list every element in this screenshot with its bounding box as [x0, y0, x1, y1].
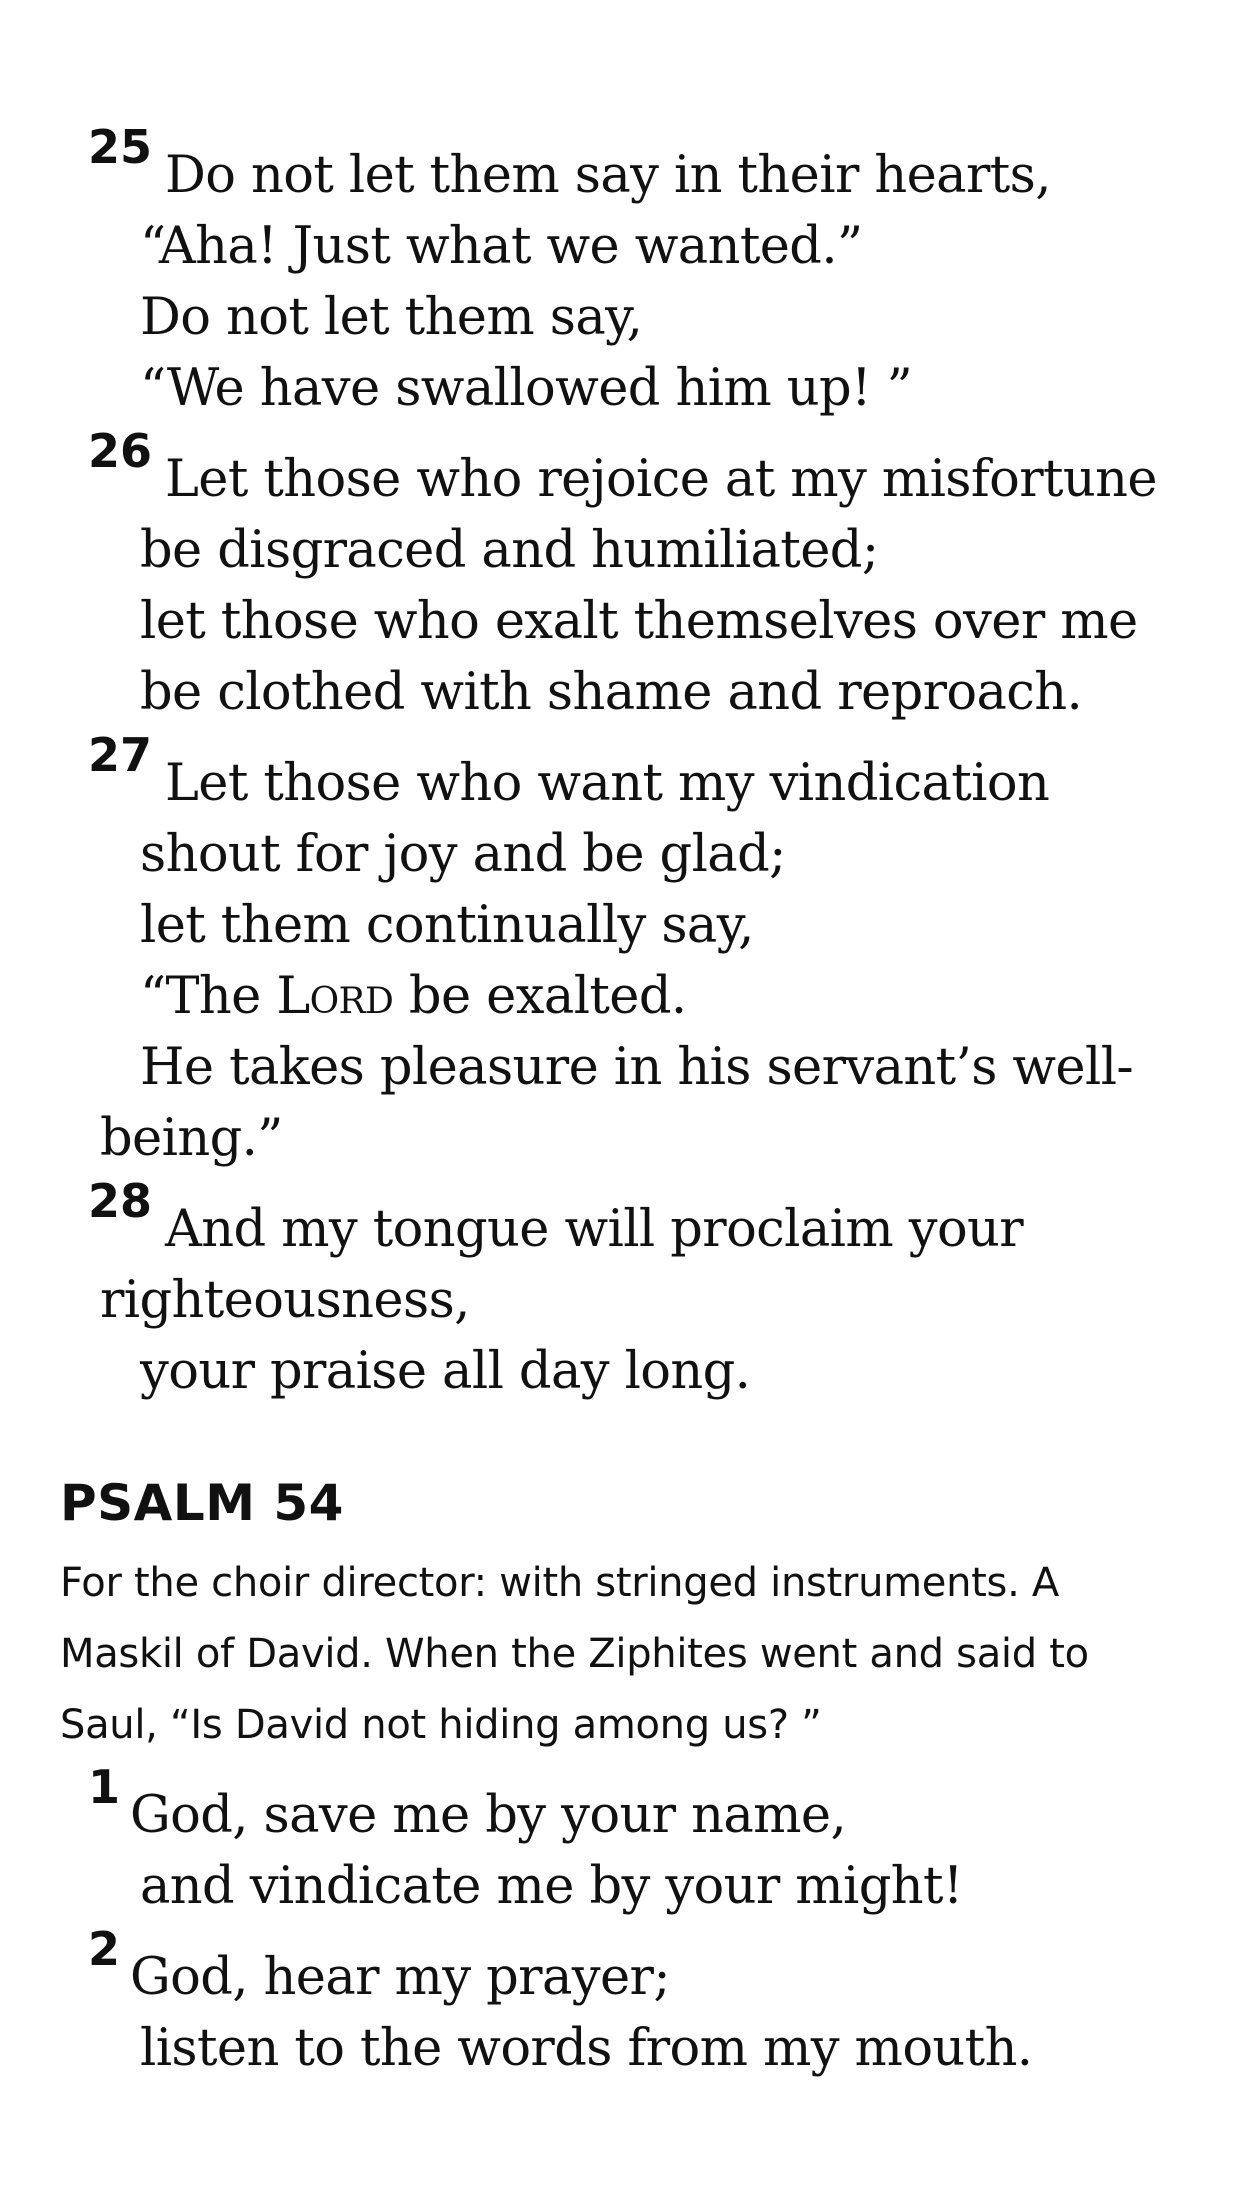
verse-line: He takes pleasure in his servant’s well- [140, 1038, 1134, 1097]
verse-line: righteousness, [100, 1271, 470, 1330]
verse-line: let those who exalt themselves over me [140, 592, 1138, 651]
verse-number: 1 [88, 1760, 121, 1814]
verse-line: being.” [100, 1109, 283, 1168]
verse-line: listen to the words from my mouth. [140, 2019, 1033, 2078]
verse-line: “Aha! Just what we wanted.” [140, 217, 863, 276]
verse-line: Let those who want my vindication [165, 754, 1050, 813]
quote-rest: be exalted. [393, 967, 687, 1026]
verse-number: 25 [88, 120, 153, 174]
verse-line: your praise all day long. [140, 1342, 751, 1401]
verse-line: Do not let them say in their hearts, [165, 146, 1051, 205]
verse-line: Do not let them say, [140, 288, 643, 347]
verse-line: and vindicate me by your might! [140, 1857, 963, 1916]
verse-number: 2 [88, 1922, 121, 1976]
verse-line [140, 967, 687, 1026]
verse-line: Let those who rejoice at my misfortune [165, 450, 1157, 509]
verse-line: shout for joy and be glad; [140, 825, 786, 884]
verse-line: And my tongue will proclaim your [165, 1200, 1024, 1259]
verse-number: 27 [88, 728, 153, 782]
psalm-title: PSALM 54 [60, 1474, 344, 1532]
psalm-superscription-line: For the choir director: with stringed instruments. A [60, 1560, 1059, 1606]
verse-line: let them continually say, [140, 896, 754, 955]
quote-open: “The [140, 967, 277, 1026]
verse-line: God, hear my prayer; [130, 1948, 670, 2007]
divine-name: Lord [276, 967, 394, 1026]
verse-line: be disgraced and humiliated; [140, 521, 879, 580]
verse-number: 28 [88, 1174, 153, 1228]
verse-line: God, save me by your name, [130, 1786, 847, 1845]
verse-number: 26 [88, 424, 153, 478]
psalm-superscription-line: Maskil of David. When the Ziphites went and said to [60, 1631, 1089, 1677]
verse-line: be clothed with shame and reproach. [140, 663, 1083, 722]
verse-line: “We have swallowed him up! ” [140, 359, 913, 418]
psalm-superscription-line: Saul, “Is David not hiding among us? ” [60, 1702, 822, 1748]
